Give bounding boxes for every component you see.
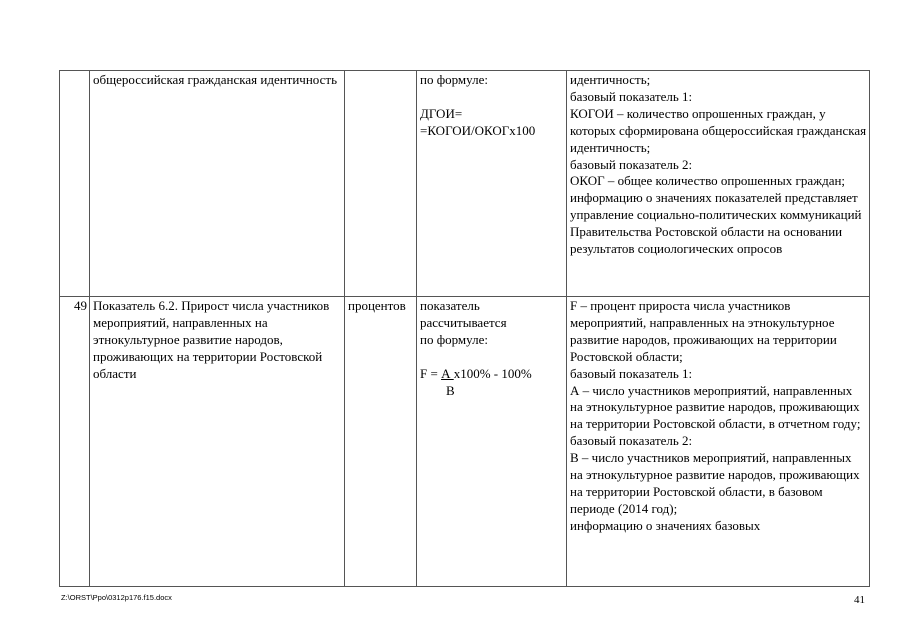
method-line: по формуле: — [420, 72, 488, 87]
method-cell — [417, 297, 567, 587]
method-line: ДГОИ= — [420, 105, 463, 121]
file-path-footer: Z:\ORST\Ppo\0312p176.f15.docx — [61, 593, 172, 602]
row-number-cell: 49 — [60, 297, 90, 587]
table-row — [60, 71, 870, 297]
method-line: =КОГОИ/ОКОГх100 — [420, 122, 536, 138]
description-cell: F – процент прироста числа участников мероприятий, направленных на этнокультурное развитие народов, проживающих на территории Ростовской области; базовый показатель 1: А – число участников мероприятий, направленных на этнокультурное развитие народов, проживающих на территории Ростовской области, в отчетном году; базовый показатель 2: В – число участников мероприятий, направленных на этнокультурное развитие народов, проживающих на территории Ростовской области, в базовом периоде (2014 год); информацию о значениях базовых — [567, 297, 870, 587]
method-line — [420, 89, 564, 106]
indicators-table — [59, 70, 870, 587]
indicator-name-cell: Показатель 6.2. Прирост числа участников мероприятий, направленных на этнокультурное развитие народов, проживающих на территории Ростовской области — [90, 297, 345, 587]
formula — [420, 366, 564, 383]
table-row — [60, 297, 870, 587]
unit-cell — [345, 71, 417, 297]
method-line: по формуле: — [420, 331, 488, 347]
unit-cell: процентов — [345, 297, 417, 587]
indicator-name-cell: общероссийская гражданская идентичность — [90, 71, 345, 297]
method-cell — [417, 71, 567, 297]
row-number-cell — [60, 71, 90, 297]
formula-rest: х100% - 100% — [453, 365, 532, 381]
method-line: рассчитывается — [420, 314, 507, 330]
formula-numerator: А — [441, 365, 454, 381]
formula-denominator: В — [446, 382, 455, 398]
formula-prefix: F = — [420, 365, 442, 381]
spacer — [420, 349, 564, 366]
page-number: 41 — [854, 594, 865, 606]
method-line: показатель — [420, 298, 480, 313]
description-cell: идентичность; базовый показатель 1: КОГОИ – количество опрошенных граждан, у которых сформирована общероссийская гражданская идентичность; базовый показатель 2: ОКОГ – общее количество опрошенных граждан; информацию о значениях показателей представляет управление социально-политических коммуникаций Правительства Ростовской области на основании результатов социологических опросов — [567, 71, 870, 297]
